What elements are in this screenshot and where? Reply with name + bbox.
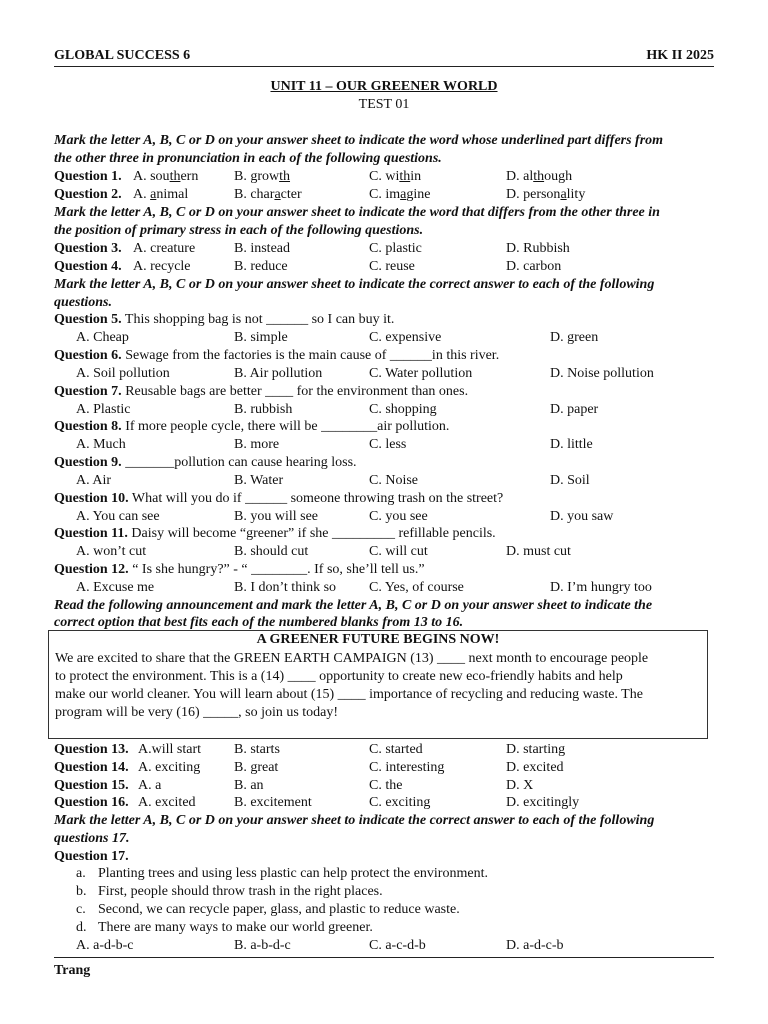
footer-page-label: Trang (54, 963, 91, 978)
question-12-options (54, 579, 714, 597)
question-label: Question 9. (54, 455, 122, 470)
option-c: C. you see (369, 509, 428, 524)
option-b: B. should cut (234, 544, 309, 559)
instruction-ordering-line2: questions 17. (54, 831, 130, 846)
question-label: Question 5. (54, 312, 122, 327)
option-a: A. a-d-b-c (76, 938, 134, 953)
option-c: C. Noise (369, 473, 418, 488)
question-13 (54, 741, 714, 759)
option-c: C. the (369, 778, 403, 793)
question-text: This shopping bag is not ______ so I can buy it. (121, 312, 395, 327)
option-a: A. excited (138, 795, 196, 810)
question-label: Question 3. (54, 241, 122, 256)
option-d: D. excitingly (506, 795, 580, 810)
option-d: D. paper (550, 402, 599, 417)
question-text: Daisy will become “greener” if she _________ refillable pencils. (127, 526, 496, 541)
option-b: B. an (234, 778, 264, 793)
option-a: A. Plastic (76, 402, 131, 417)
instruction-stress-line1: Mark the letter A, B, C or D on your answer sheet to indicate the word that differs from the other three in (54, 205, 660, 220)
ordering-item: a. Planting trees and using less plastic can help protect the environment. (76, 866, 488, 881)
option-c: C. plastic (369, 241, 422, 256)
option-c: C. will cut (369, 544, 428, 559)
question-10-stem (54, 490, 503, 508)
option-c: C. reuse (369, 259, 415, 274)
question-label: Question 16. (54, 795, 129, 810)
question-text: Reusable bags are better ____ for the environment than ones. (121, 384, 469, 399)
instruction-pronunciation-line2: the other three in pronunciation in each of the following questions. (54, 151, 442, 166)
option-a: A. exciting (138, 760, 201, 775)
option-d: D. must cut (506, 544, 571, 559)
question-text: _______pollution can cause hearing loss. (121, 455, 357, 470)
option-c: C. imagine (369, 187, 431, 202)
instruction-reading-line1: Read the following announcement and mark the letter A, B, C or D on your answer sheet to indicate the (54, 598, 653, 613)
header-rule (54, 66, 714, 67)
option-d: D. starting (506, 742, 566, 757)
question-4 (54, 258, 714, 276)
question-text: If more people cycle, there will be ________air pollution. (121, 419, 450, 434)
option-d: D. although (506, 169, 573, 184)
announcement-line: We are excited to share that the GREEN EARTH CAMPAIGN (13) ____ next month to encourage people (55, 651, 649, 666)
header-course: GLOBAL SUCCESS 6 (54, 48, 191, 63)
question-5-options (54, 329, 714, 347)
question-10-options (54, 508, 714, 526)
question-9-stem (54, 454, 357, 472)
option-c: C. less (369, 437, 407, 452)
question-11-options (54, 543, 714, 561)
option-b: B. you will see (234, 509, 318, 524)
question-label: Question 10. (54, 491, 129, 506)
question-8-options (54, 436, 714, 454)
option-c: C. shopping (369, 402, 437, 417)
option-d: D. little (550, 437, 593, 452)
option-a: A. southern (133, 169, 199, 184)
question-2 (54, 186, 714, 204)
question-label: Question 13. (54, 742, 129, 757)
question-label: Question 6. (54, 348, 122, 363)
question-label: Question 7. (54, 384, 122, 399)
question-text: “ Is she hungry?” - “ ________. If so, she’ll tell us.” (128, 562, 425, 577)
option-b: B. character (234, 187, 302, 202)
question-6-options (54, 365, 714, 383)
test-title: TEST 01 (358, 97, 410, 112)
option-a: A. a (138, 778, 162, 793)
question-5-stem (54, 311, 394, 329)
option-d: D. X (506, 778, 534, 793)
option-d: D. a-d-c-b (506, 938, 564, 953)
option-a: A. recycle (133, 259, 191, 274)
header-term: HK II 2025 (646, 48, 714, 63)
question-16 (54, 794, 714, 812)
question-17-options (54, 937, 714, 955)
option-d: D. green (550, 330, 599, 345)
question-text: What will you do if ______ someone throwing trash on the street? (128, 491, 504, 506)
option-b: B. I don’t think so (234, 580, 337, 595)
option-a: A. Much (76, 437, 126, 452)
question-15 (54, 777, 714, 795)
option-b: B. Water (234, 473, 284, 488)
option-d: D. Noise pollution (550, 366, 654, 381)
option-b: B. more (234, 437, 280, 452)
option-d: D. you saw (550, 509, 614, 524)
ordering-item: c. Second, we can recycle paper, glass, and plastic to reduce waste. (76, 902, 460, 917)
question-3 (54, 240, 714, 258)
option-d: D. Rubbish (506, 241, 570, 256)
question-label: Question 12. (54, 562, 129, 577)
option-b: B. Air pollution (234, 366, 323, 381)
announcement-line: make our world cleaner. You will learn about (15) ____ importance of recycling and reducing waste. The (55, 687, 643, 702)
question-label: Question 11. (54, 526, 128, 541)
option-d: D. Soil (550, 473, 590, 488)
unit-title: UNIT 11 – OUR GREENER WORLD (270, 79, 498, 94)
question-label: Question 15. (54, 778, 129, 793)
option-d: D. personality (506, 187, 586, 202)
option-a: A. creature (133, 241, 196, 256)
instruction-stress-line2: the position of primary stress in each of the following questions. (54, 223, 424, 238)
option-c: C. Yes, of course (369, 580, 464, 595)
option-a: A. Air (76, 473, 111, 488)
option-b: B. growth (234, 169, 291, 184)
question-11-stem (54, 525, 496, 543)
option-a: A. Soil pollution (76, 366, 170, 381)
question-text: Sewage from the factories is the main cause of ______in this river. (121, 348, 500, 363)
option-a: A. won’t cut (76, 544, 147, 559)
option-b: B. starts (234, 742, 280, 757)
ordering-item: b. First, people should throw trash in the right places. (76, 884, 383, 899)
option-c: C. started (369, 742, 423, 757)
option-a: A. animal (133, 187, 189, 202)
option-b: B. a-b-d-c (234, 938, 291, 953)
option-a: A. Cheap (76, 330, 129, 345)
option-b: B. rubbish (234, 402, 293, 417)
question-7-options (54, 401, 714, 419)
instruction-ordering-line1: Mark the letter A, B, C or D on your answer sheet to indicate the correct answer to each of the following (54, 813, 655, 828)
question-label: Question 8. (54, 419, 122, 434)
option-c: C. exciting (369, 795, 431, 810)
question-label: Question 14. (54, 760, 129, 775)
question-label: Question 1. (54, 169, 122, 184)
announcement-box (48, 630, 708, 739)
option-a: A. You can see (76, 509, 160, 524)
instruction-pronunciation-line1: Mark the letter A, B, C or D on your answer sheet to indicate the word whose underlined part differs from (54, 133, 664, 148)
question-1 (54, 168, 714, 186)
option-c: C. Water pollution (369, 366, 473, 381)
question-17-label: Question 17. (54, 849, 129, 864)
option-b: B. simple (234, 330, 288, 345)
instruction-reading-line2: correct option that best fits each of the numbered blanks from 13 to 16. (54, 615, 464, 630)
question-14 (54, 759, 714, 777)
question-6-stem (54, 347, 499, 365)
option-b: B. excitement (234, 795, 312, 810)
question-9-options (54, 472, 714, 490)
option-d: D. excited (506, 760, 564, 775)
option-d: D. I’m hungry too (550, 580, 652, 595)
option-a: A. Excuse me (76, 580, 155, 595)
option-c: C. a-c-d-b (369, 938, 426, 953)
announcement-line: to protect the environment. This is a (14) ____ opportunity to create new eco-friendly habits and help (55, 669, 623, 684)
option-b: B. instead (234, 241, 290, 256)
ordering-item: d. There are many ways to make our world greener. (76, 920, 373, 935)
announcement-title: A GREENER FUTURE BEGINS NOW! (256, 632, 500, 647)
option-c: C. within (369, 169, 422, 184)
question-12-stem (54, 561, 425, 579)
question-label: Question 2. (54, 187, 122, 202)
option-c: C. expensive (369, 330, 442, 345)
question-8-stem (54, 418, 449, 436)
instruction-mcq-line2: questions. (54, 295, 112, 310)
option-d: D. carbon (506, 259, 562, 274)
option-b: B. reduce (234, 259, 288, 274)
instruction-mcq-line1: Mark the letter A, B, C or D on your answer sheet to indicate the correct answer to each of the following (54, 277, 655, 292)
question-label: Question 4. (54, 259, 122, 274)
question-7-stem (54, 383, 468, 401)
option-a: A.will start (138, 742, 201, 757)
option-b: B. great (234, 760, 279, 775)
option-c: C. interesting (369, 760, 445, 775)
footer-rule (54, 957, 714, 958)
announcement-line: program will be very (16) _____, so join us today! (55, 705, 339, 720)
